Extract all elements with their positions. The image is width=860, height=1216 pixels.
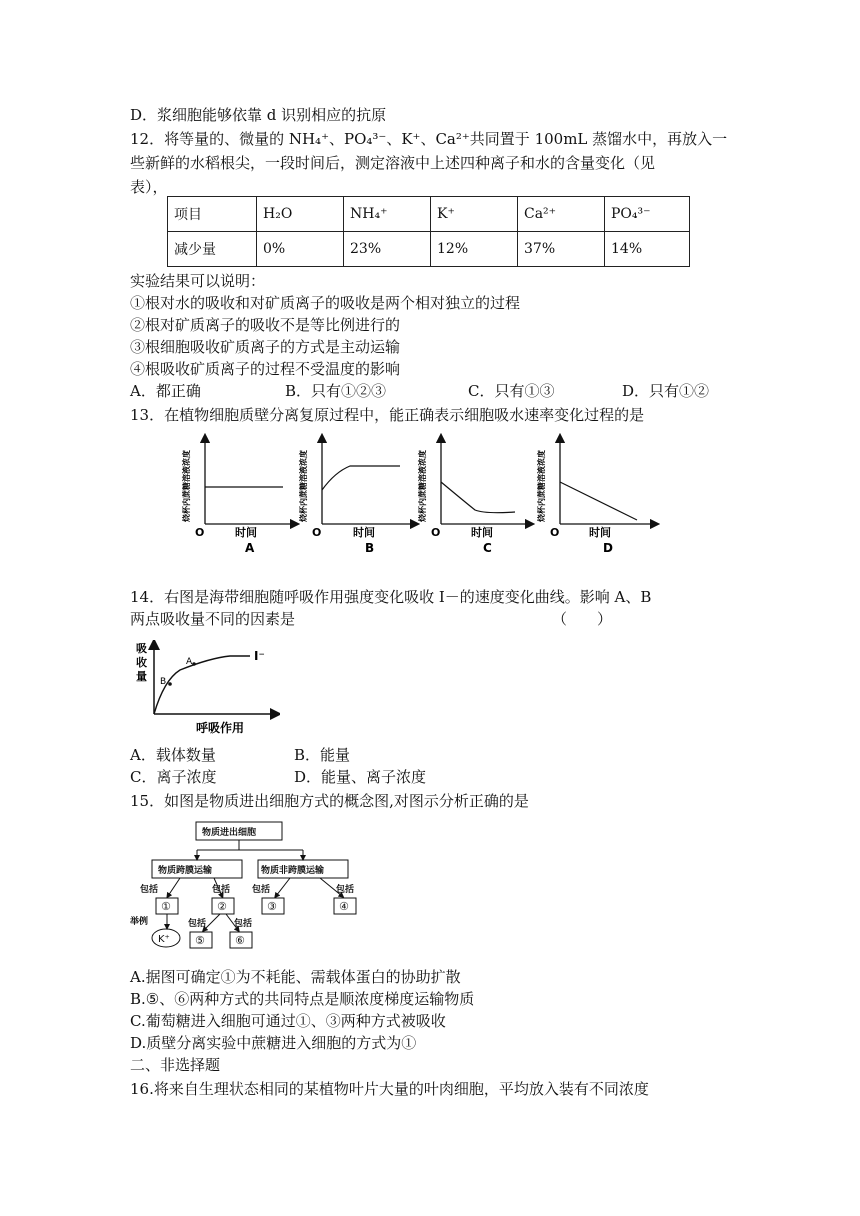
section-heading: 二、非选择题 [130,1056,221,1074]
table-cell: 减少量 [168,232,257,267]
q12-stem-2: 些新鲜的水稻根尖，一段时间后，测定溶液中上述四种离子和水的含量变化（见 [130,154,656,172]
y-axis-label: 烧杯内蔗糖溶液浓度 [299,450,308,522]
node-5: ⑤ [195,934,205,947]
k-ion-label: K⁺ [158,934,170,945]
y-axis-label: 烧杯内蔗糖溶液浓度 [537,450,546,522]
q14-graph [130,640,280,736]
node-3: ③ [267,900,277,913]
table-cell: 14% [605,232,690,267]
q15-option-c: C.葡萄糖进入细胞可通过①、③两种方式被吸收 [130,1012,446,1030]
q12-option-c: C．只有①③ [468,382,555,400]
graph-panel-a [181,438,295,555]
q12-option-b: B．只有①②③ [285,382,387,400]
ion-label: I⁻ [254,649,265,663]
y-axis-label-1: 吸 [136,642,147,655]
x-axis-label: 呼吸作用 [196,721,245,735]
include-label: 包括 [188,919,207,929]
origin-label: O [550,526,560,539]
x-axis-label: 时间 [235,526,257,539]
q15-concept-diagram [130,818,380,956]
table-cell: H₂O [257,197,344,232]
x-axis-label: 时间 [353,526,375,539]
q16-stem: 16.将来自生理状态相同的某植物叶片大量的叶肉细胞，平均放入装有不同浓度 [130,1080,649,1098]
include-label: 包括 [252,885,271,895]
diagram-left: 物质跨膜运输 [158,866,213,876]
q12-conclusion: 实验结果可以说明： [130,272,266,290]
x-axis-label: 时间 [471,526,493,539]
table-cell: 23% [344,232,431,267]
panel-label: B [365,541,375,555]
q12-option-a: A．都正确 [130,382,201,400]
q12-statement-1: ①根对水的吸收和对矿质离子的吸收是两个相对独立的过程 [130,294,521,312]
node-1: ① [161,900,171,913]
q15-option-d: D.质壁分离实验中蔗糖进入细胞的方式为① [130,1034,417,1052]
q14-stem-2: 两点吸收量不同的因素是 [130,610,296,628]
q12-stem-3: 表）， [130,178,168,196]
table-cell: Ca²⁺ [518,197,605,232]
table-row [168,197,690,232]
q15-option-b: B.⑤、⑥两种方式的共同特点是顺浓度梯度运输物质 [130,990,475,1008]
absorption-curve [154,656,250,714]
q13-graphs [175,432,675,562]
table-cell: 12% [431,232,518,267]
q15-option-a: A.据图可确定①为不耗能、需载体蛋白的协助扩散 [130,968,461,986]
node-2: ② [217,900,227,913]
q12-statement-4: ④根吸收矿质离子的过程不受温度的影响 [130,360,401,378]
node-4: ④ [339,900,349,913]
table-row [168,232,690,267]
diagram-right: 物质非跨膜运输 [261,866,325,876]
y-axis-label: 烧杯内蔗糖溶液浓度 [418,450,427,522]
table-cell: 项目 [168,197,257,232]
q14-option-a: A．载体数量 [130,746,216,764]
panel-label: D [603,541,613,555]
q15-stem: 15．如图是物质进出细胞方式的概念图,对图示分析正确的是 [130,792,529,810]
point-a-marker [192,662,196,666]
origin-label: O [431,526,441,539]
include-label: 包括 [140,885,159,895]
table-cell: PO₄³⁻ [605,197,690,232]
q13-stem: 13．在植物细胞质壁分离复原过程中，能正确表示细胞吸水速率变化过程的是 [130,406,645,424]
curve-c [441,482,515,513]
diagram-root: 物质进出细胞 [202,828,257,838]
graph-panel-d [536,438,655,555]
curve-d [560,482,637,520]
x-axis-label: 时间 [589,526,611,539]
example-label: 举例 [130,917,149,927]
table-cell: NH₄⁺ [344,197,431,232]
point-b-label: B [160,677,167,687]
graph-panel-b [298,438,415,555]
point-b-marker [168,682,172,686]
q14-option-c: C．离子浓度 [130,768,217,786]
panel-label: A [245,541,255,555]
curve-b [322,466,400,490]
y-axis-label-3: 量 [136,670,147,683]
ion-table [167,196,690,267]
q14-option-b: B．能量 [294,746,351,764]
table-cell: K⁺ [431,197,518,232]
q12-stem-1: 12．将等量的、微量的 NH₄⁺、PO₄³⁻、K⁺、Ca²⁺共同置于 100mL 蒸馏水中，再放入一 [130,130,728,148]
y-axis-label-2: 收 [136,656,147,669]
q14-option-d: D．能量、离子浓度 [294,768,427,786]
panel-label: C [483,541,492,555]
origin-label: O [195,526,205,539]
table-cell: 37% [518,232,605,267]
include-label: 包括 [336,885,355,895]
include-label: 包括 [234,919,253,929]
q14-stem-1: 14．右图是海带细胞随呼吸作用强度变化吸收 I－的速度变化曲线。影响 A、B [130,588,652,606]
y-axis-label: 烧杯内蔗糖溶液浓度 [182,450,191,522]
q12-statement-2: ②根对矿质离子的吸收不是等比例进行的 [130,316,401,334]
q11-option-d: D．浆细胞能够依靠 d 识别相应的抗原 [130,106,387,124]
origin-label: O [312,526,322,539]
point-a-label: A [186,657,193,667]
graph-panel-c [417,438,530,555]
node-6: ⑥ [235,934,245,947]
q14-answer-blank: （ ） [552,610,613,628]
table-cell: 0% [257,232,344,267]
include-label: 包括 [212,885,231,895]
q12-statement-3: ③根细胞吸收矿质离子的方式是主动运输 [130,338,401,356]
q12-option-d: D．只有①② [622,382,710,400]
